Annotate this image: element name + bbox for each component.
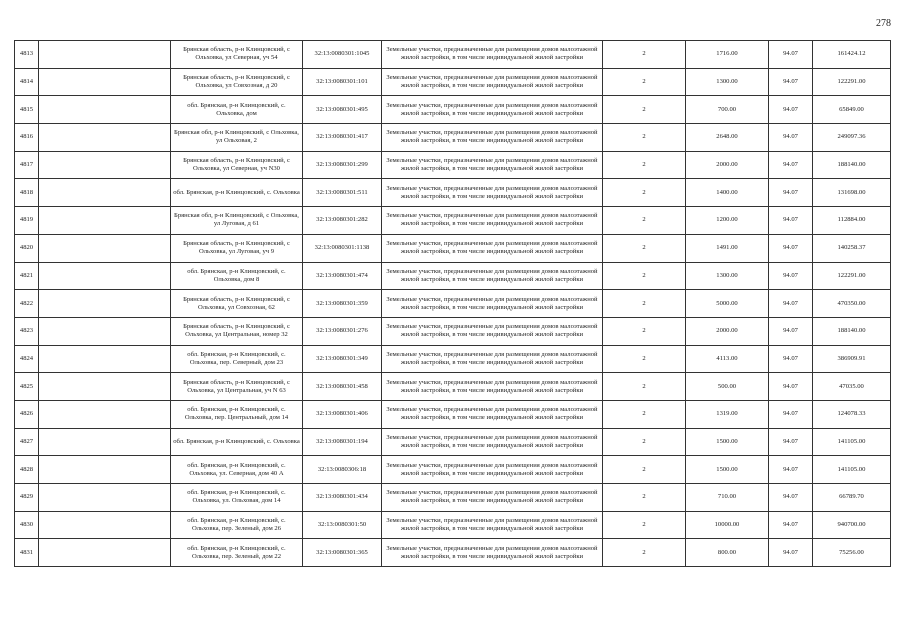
table-body <box>15 41 891 567</box>
record-number: 4826 <box>15 400 39 428</box>
table-row <box>15 290 891 318</box>
table-row <box>15 456 891 484</box>
page-number: 278 <box>876 18 891 29</box>
group-code-cell: 2 <box>603 511 686 539</box>
unit-value-cell: 94.07 <box>769 262 813 290</box>
cadastral-value-cell: 66789.70 <box>813 484 891 512</box>
cadastral-value-cell: 47035.00 <box>813 373 891 401</box>
empty-cell <box>39 262 171 290</box>
empty-cell <box>39 96 171 124</box>
record-number: 4816 <box>15 124 39 152</box>
cadastral-value-cell: 940700.00 <box>813 511 891 539</box>
group-code-cell: 2 <box>603 428 686 456</box>
group-code-cell: 2 <box>603 96 686 124</box>
cadastral-number-cell: 32:13:0080301:417 <box>303 124 382 152</box>
land-use-cell: Земельные участки, предназначенные для размещения домов малоэтажной жилой застройки, в том числе индивидуальной жилой застройки <box>382 124 603 152</box>
group-code-cell: 2 <box>603 400 686 428</box>
unit-value-cell: 94.07 <box>769 373 813 401</box>
land-use-cell: Земельные участки, предназначенные для размещения домов малоэтажной жилой застройки, в том числе индивидуальной жилой застройки <box>382 345 603 373</box>
cadastral-value-cell: 124078.33 <box>813 400 891 428</box>
record-number: 4822 <box>15 290 39 318</box>
cadastral-number-cell: 32:13:0080301:101 <box>303 68 382 96</box>
record-number: 4820 <box>15 234 39 262</box>
land-use-cell: Земельные участки, предназначенные для размещения домов малоэтажной жилой застройки, в том числе индивидуальной жилой застройки <box>382 68 603 96</box>
record-number: 4827 <box>15 428 39 456</box>
unit-value-cell: 94.07 <box>769 539 813 567</box>
area-cell: 1300.00 <box>686 262 769 290</box>
address-cell: обл. Брянская, р-н Клинцовский, с. Ольховка, пер. Зеленый, дом 22 <box>171 539 303 567</box>
cadastral-number-cell: 32:13:0080301:276 <box>303 317 382 345</box>
empty-cell <box>39 41 171 69</box>
group-code-cell: 2 <box>603 234 686 262</box>
unit-value-cell: 94.07 <box>769 124 813 152</box>
unit-value-cell: 94.07 <box>769 317 813 345</box>
table-row <box>15 511 891 539</box>
address-cell: Брянская область, р-н Клинцовский, с Ольховка, ул Центральная, уч N 63 <box>171 373 303 401</box>
cadastral-value-cell: 470350.00 <box>813 290 891 318</box>
land-use-cell: Земельные участки, предназначенные для размещения домов малоэтажной жилой застройки, в том числе индивидуальной жилой застройки <box>382 400 603 428</box>
group-code-cell: 2 <box>603 68 686 96</box>
cadastral-number-cell: 32:13:0080301:458 <box>303 373 382 401</box>
land-use-cell: Земельные участки, предназначенные для размещения домов малоэтажной жилой застройки, в том числе индивидуальной жилой застройки <box>382 179 603 207</box>
cadastral-number-cell: 32:13:0080301:359 <box>303 290 382 318</box>
empty-cell <box>39 484 171 512</box>
table-row <box>15 373 891 401</box>
table-row <box>15 41 891 69</box>
address-cell: Брянская область, р-н Клинцовский, с Ольховка, ул Северная, уч 54 <box>171 41 303 69</box>
land-use-cell: Земельные участки, предназначенные для размещения домов малоэтажной жилой застройки, в том числе индивидуальной жилой застройки <box>382 151 603 179</box>
empty-cell <box>39 317 171 345</box>
group-code-cell: 2 <box>603 456 686 484</box>
record-number: 4831 <box>15 539 39 567</box>
cadastral-number-cell: 32:13:0080301:1045 <box>303 41 382 69</box>
table-row <box>15 151 891 179</box>
land-use-cell: Земельные участки, предназначенные для размещения домов малоэтажной жилой застройки, в том числе индивидуальной жилой застройки <box>382 41 603 69</box>
area-cell: 2648.00 <box>686 124 769 152</box>
area-cell: 800.00 <box>686 539 769 567</box>
cadastral-value-cell: 122291.00 <box>813 68 891 96</box>
cadastral-value-cell: 386909.91 <box>813 345 891 373</box>
empty-cell <box>39 207 171 235</box>
unit-value-cell: 94.07 <box>769 511 813 539</box>
empty-cell <box>39 345 171 373</box>
record-number: 4817 <box>15 151 39 179</box>
record-number: 4819 <box>15 207 39 235</box>
empty-cell <box>39 68 171 96</box>
land-use-cell: Земельные участки, предназначенные для размещения домов малоэтажной жилой застройки, в том числе индивидуальной жилой застройки <box>382 290 603 318</box>
area-cell: 2000.00 <box>686 317 769 345</box>
record-number: 4821 <box>15 262 39 290</box>
empty-cell <box>39 539 171 567</box>
unit-value-cell: 94.07 <box>769 345 813 373</box>
table-row <box>15 68 891 96</box>
unit-value-cell: 94.07 <box>769 290 813 318</box>
cadastral-value-cell: 249097.36 <box>813 124 891 152</box>
land-use-cell: Земельные участки, предназначенные для размещения домов малоэтажной жилой застройки, в том числе индивидуальной жилой застройки <box>382 511 603 539</box>
area-cell: 1716.00 <box>686 41 769 69</box>
record-number: 4814 <box>15 68 39 96</box>
cadastral-number-cell: 32:13:0080301:349 <box>303 345 382 373</box>
group-code-cell: 2 <box>603 484 686 512</box>
cadastral-value-cell: 131698.00 <box>813 179 891 207</box>
cadastral-number-cell: 32:13:0080301:50 <box>303 511 382 539</box>
group-code-cell: 2 <box>603 179 686 207</box>
cadastral-number-cell: 32:13:0080301:474 <box>303 262 382 290</box>
group-code-cell: 2 <box>603 151 686 179</box>
area-cell: 500.00 <box>686 373 769 401</box>
group-code-cell: 2 <box>603 207 686 235</box>
land-use-cell: Земельные участки, предназначенные для размещения домов малоэтажной жилой застройки, в том числе индивидуальной жилой застройки <box>382 234 603 262</box>
cadastral-value-cell: 75256.00 <box>813 539 891 567</box>
address-cell: обл. Брянская, р-н Клинцовский, с. Ольховка, пер. Центральный, дом 14 <box>171 400 303 428</box>
table-row <box>15 484 891 512</box>
address-cell: Брянская область, р-н Клинцовский, с Ольховка, ул Совхозная, д 20 <box>171 68 303 96</box>
cadastral-value-cell: 65849.00 <box>813 96 891 124</box>
table-row <box>15 207 891 235</box>
unit-value-cell: 94.07 <box>769 151 813 179</box>
record-number: 4825 <box>15 373 39 401</box>
cadastral-number-cell: 32:13:0080301:406 <box>303 400 382 428</box>
record-number: 4815 <box>15 96 39 124</box>
cadastral-number-cell: 32:13:0080301:511 <box>303 179 382 207</box>
address-cell: обл. Брянская, р-н Клинцовский, с. Ольховка, пер. Зеленый, дом 26 <box>171 511 303 539</box>
group-code-cell: 2 <box>603 290 686 318</box>
area-cell: 1400.00 <box>686 179 769 207</box>
group-code-cell: 2 <box>603 124 686 152</box>
address-cell: Брянская область, р-н Клинцовский, с Ольховка, ул Луговая, уч 9 <box>171 234 303 262</box>
area-cell: 1300.00 <box>686 68 769 96</box>
address-cell: обл. Брянская, р-н Клинцовский, с. Ольховка, дом <box>171 96 303 124</box>
empty-cell <box>39 290 171 318</box>
record-number: 4830 <box>15 511 39 539</box>
cadastral-value-cell: 141105.00 <box>813 428 891 456</box>
record-number: 4828 <box>15 456 39 484</box>
cadastral-number-cell: 32:13:0080301:495 <box>303 96 382 124</box>
land-use-cell: Земельные участки, предназначенные для размещения домов малоэтажной жилой застройки, в том числе индивидуальной жилой застройки <box>382 373 603 401</box>
land-use-cell: Земельные участки, предназначенные для размещения домов малоэтажной жилой застройки, в том числе индивидуальной жилой застройки <box>382 207 603 235</box>
table-row <box>15 96 891 124</box>
group-code-cell: 2 <box>603 262 686 290</box>
record-number: 4813 <box>15 41 39 69</box>
table-row <box>15 345 891 373</box>
cadastral-number-cell: 32:13:0080301:194 <box>303 428 382 456</box>
land-use-cell: Земельные участки, предназначенные для размещения домов малоэтажной жилой застройки, в том числе индивидуальной жилой застройки <box>382 317 603 345</box>
unit-value-cell: 94.07 <box>769 68 813 96</box>
cadastral-value-cell: 140258.37 <box>813 234 891 262</box>
land-use-cell: Земельные участки, предназначенные для размещения домов малоэтажной жилой застройки, в том числе индивидуальной жилой застройки <box>382 96 603 124</box>
cadastral-value-cell: 122291.00 <box>813 262 891 290</box>
cadastral-number-cell: 32:13:0080301:282 <box>303 207 382 235</box>
cadastral-number-cell: 32:13:0080301:434 <box>303 484 382 512</box>
cadastral-number-cell: 32:13:0080301:365 <box>303 539 382 567</box>
cadastral-value-cell: 188140.00 <box>813 317 891 345</box>
cadastral-number-cell: 32:13:0080301:299 <box>303 151 382 179</box>
empty-cell <box>39 124 171 152</box>
unit-value-cell: 94.07 <box>769 179 813 207</box>
record-number: 4818 <box>15 179 39 207</box>
area-cell: 2000.00 <box>686 151 769 179</box>
group-code-cell: 2 <box>603 317 686 345</box>
table-row <box>15 124 891 152</box>
table-row <box>15 234 891 262</box>
address-cell: Брянская область, р-н Клинцовский, с Ольховка, ул Центральная, номер 32 <box>171 317 303 345</box>
cadastral-number-cell: 32:13:0080301:1138 <box>303 234 382 262</box>
unit-value-cell: 94.07 <box>769 400 813 428</box>
group-code-cell: 2 <box>603 41 686 69</box>
area-cell: 1200.00 <box>686 207 769 235</box>
area-cell: 5000.00 <box>686 290 769 318</box>
cadastral-value-cell: 141105.00 <box>813 456 891 484</box>
table-row <box>15 262 891 290</box>
address-cell: обл. Брянская, р-н Клинцовский, с. Ольховка, дом 8 <box>171 262 303 290</box>
cadastral-number-cell: 32:13:0080306:18 <box>303 456 382 484</box>
empty-cell <box>39 151 171 179</box>
address-cell: обл. Брянская, р-н Клинцовский, с. Ольховка, ул. Северная, дом 40 А <box>171 456 303 484</box>
area-cell: 1500.00 <box>686 456 769 484</box>
unit-value-cell: 94.07 <box>769 96 813 124</box>
land-use-cell: Земельные участки, предназначенные для размещения домов малоэтажной жилой застройки, в том числе индивидуальной жилой застройки <box>382 262 603 290</box>
empty-cell <box>39 234 171 262</box>
group-code-cell: 2 <box>603 373 686 401</box>
group-code-cell: 2 <box>603 539 686 567</box>
table-row <box>15 539 891 567</box>
unit-value-cell: 94.07 <box>769 234 813 262</box>
land-use-cell: Земельные участки, предназначенные для размещения домов малоэтажной жилой застройки, в том числе индивидуальной жилой застройки <box>382 539 603 567</box>
area-cell: 710.00 <box>686 484 769 512</box>
cadastral-value-cell: 188140.00 <box>813 151 891 179</box>
address-cell: обл. Брянская, р-н Клинцовский, с. Ольховка <box>171 179 303 207</box>
address-cell: обл. Брянская, р-н Клинцовский, с. Ольховка, пер. Северный, дом 23 <box>171 345 303 373</box>
unit-value-cell: 94.07 <box>769 428 813 456</box>
record-number: 4829 <box>15 484 39 512</box>
record-number: 4823 <box>15 317 39 345</box>
unit-value-cell: 94.07 <box>769 484 813 512</box>
address-cell: обл. Брянская, р-н Клинцовский, с. Ольховка <box>171 428 303 456</box>
empty-cell <box>39 511 171 539</box>
unit-value-cell: 94.07 <box>769 456 813 484</box>
empty-cell <box>39 373 171 401</box>
area-cell: 4113.00 <box>686 345 769 373</box>
address-cell: обл. Брянская, р-н Клинцовский, с. Ольховка, ул. Ольховая, дом 14 <box>171 484 303 512</box>
area-cell: 700.00 <box>686 96 769 124</box>
empty-cell <box>39 428 171 456</box>
land-registry-table <box>14 40 891 567</box>
cadastral-value-cell: 161424.12 <box>813 41 891 69</box>
address-cell: Брянская область, р-н Клинцовский, с Ольховка, ул Совхозная, 62 <box>171 290 303 318</box>
land-use-cell: Земельные участки, предназначенные для размещения домов малоэтажной жилой застройки, в том числе индивидуальной жилой застройки <box>382 484 603 512</box>
table-row <box>15 428 891 456</box>
group-code-cell: 2 <box>603 345 686 373</box>
area-cell: 10000.00 <box>686 511 769 539</box>
table-row <box>15 179 891 207</box>
area-cell: 1319.00 <box>686 400 769 428</box>
address-cell: Брянская обл, р-н Клинцовский, с Ольховка, ул Луговая, д 61 <box>171 207 303 235</box>
address-cell: Брянская область, р-н Клинцовский, с Ольховка, ул Северная, уч N30 <box>171 151 303 179</box>
area-cell: 1500.00 <box>686 428 769 456</box>
cadastral-value-cell: 112884.00 <box>813 207 891 235</box>
table-row <box>15 400 891 428</box>
unit-value-cell: 94.07 <box>769 207 813 235</box>
empty-cell <box>39 456 171 484</box>
land-use-cell: Земельные участки, предназначенные для размещения домов малоэтажной жилой застройки, в том числе индивидуальной жилой застройки <box>382 456 603 484</box>
empty-cell <box>39 179 171 207</box>
area-cell: 1491.00 <box>686 234 769 262</box>
land-use-cell: Земельные участки, предназначенные для размещения домов малоэтажной жилой застройки, в том числе индивидуальной жилой застройки <box>382 428 603 456</box>
record-number: 4824 <box>15 345 39 373</box>
address-cell: Брянская обл, р-н Клинцовский, с Ольховка, ул Ольховая, 2 <box>171 124 303 152</box>
table-row <box>15 317 891 345</box>
empty-cell <box>39 400 171 428</box>
unit-value-cell: 94.07 <box>769 41 813 69</box>
